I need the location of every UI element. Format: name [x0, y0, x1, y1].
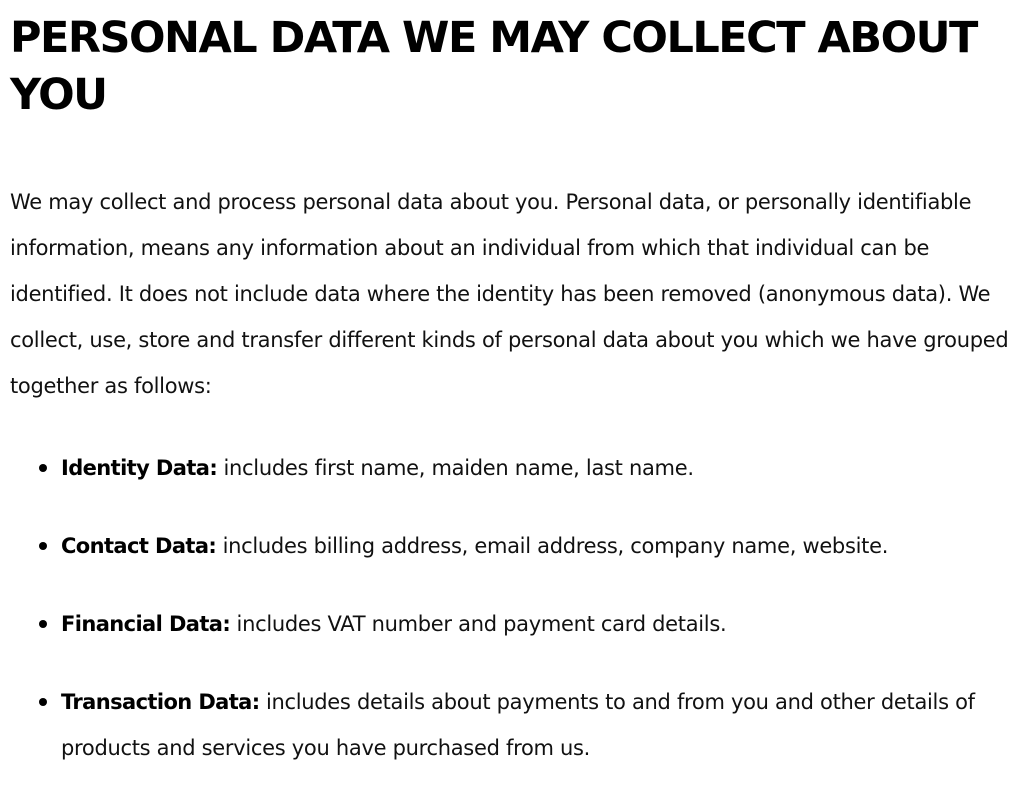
bullet-icon: [39, 698, 47, 706]
list-item-identity-data: [61, 445, 1010, 491]
list-item-transaction-data: [61, 679, 1010, 771]
bullet-icon: [39, 542, 47, 550]
list-item-term: Contact Data:: [61, 534, 217, 558]
list-item-contact-data: [61, 523, 1010, 569]
list-item-text: includes details about payments to and from you and other details of products and services you have purchased from us.: [61, 690, 975, 760]
list-item-text: includes VAT number and payment card details.: [230, 612, 727, 636]
list-item-term: Transaction Data:: [61, 690, 260, 714]
bullet-icon: [39, 464, 47, 472]
data-categories-list: [10, 445, 1010, 771]
page-title: PERSONAL DATA WE MAY COLLECT ABOUT YOU: [10, 13, 977, 120]
intro-paragraph: We may collect and process personal data about you. Personal data, or personally identifiable information, means any information about an individual from which that individual can be identified. It does not include data where the identity has been removed (anonymous data). We collect, use, store and transfer different kinds of personal data about you which we have grouped together as follows:: [10, 190, 1009, 398]
list-item-term: Identity Data:: [61, 456, 218, 480]
list-item-text: includes first name, maiden name, last name.: [217, 456, 694, 480]
list-item-term: Financial Data:: [61, 612, 231, 636]
list-item-text: includes billing address, email address, company name, website.: [216, 534, 889, 558]
document-page: [10, 0, 1010, 803]
bullet-icon: [39, 620, 47, 628]
list-item-financial-data: [61, 601, 1010, 647]
